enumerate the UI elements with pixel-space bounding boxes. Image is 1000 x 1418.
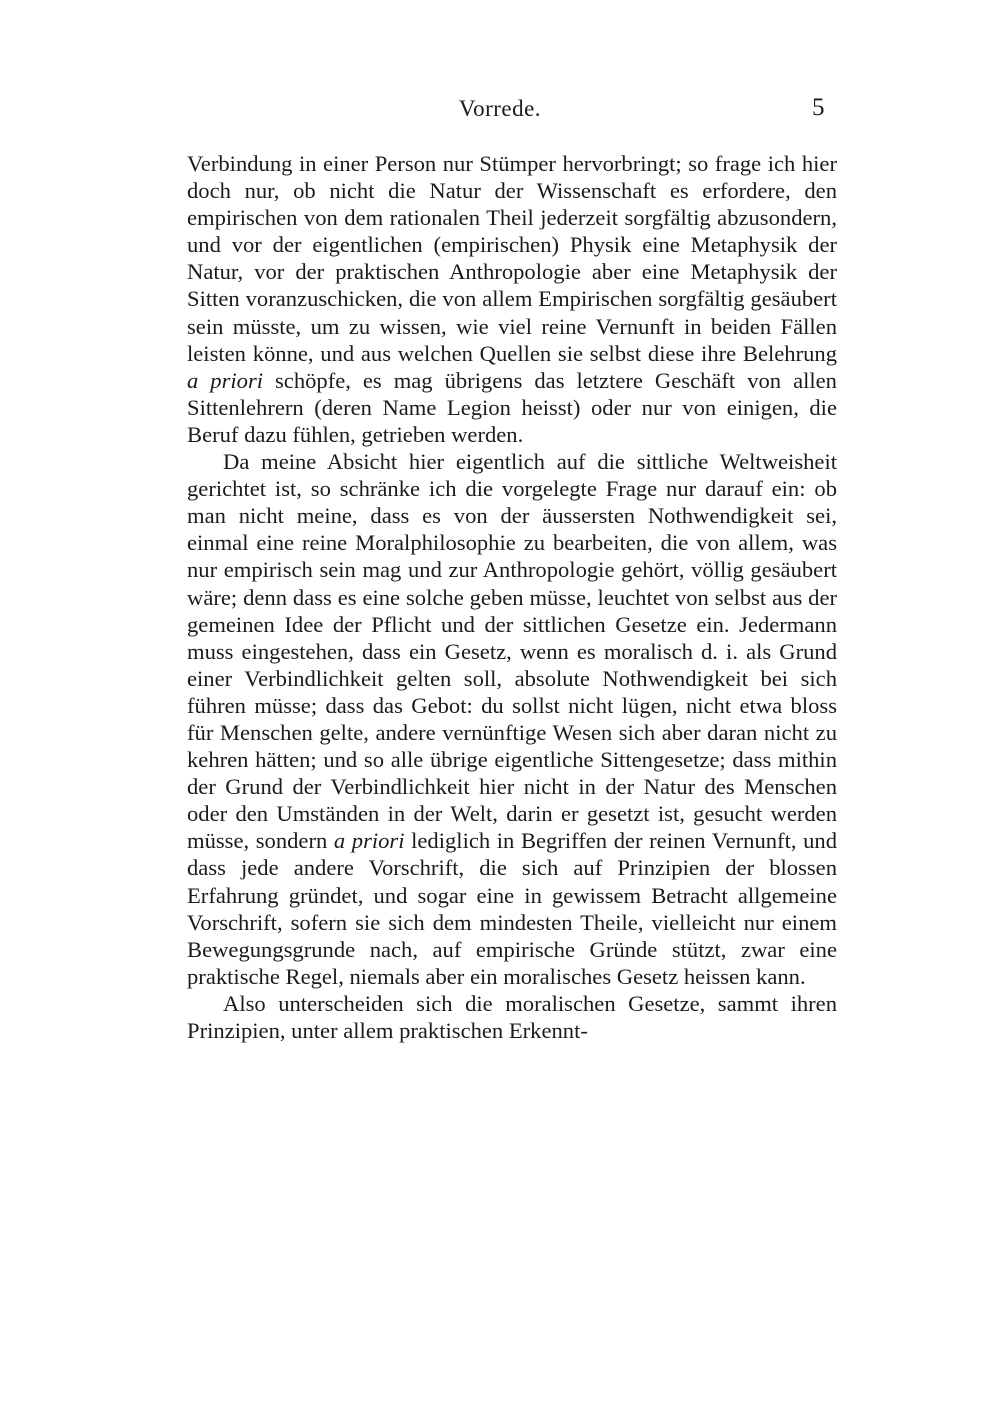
body-text: [187, 150, 837, 1044]
page-number: 5: [812, 94, 825, 121]
paragraph-2-text-a: Da meine Absicht hier eigentlich auf die sittliche Weltweisheit gerichtet ist, so schränke ich die vorgelegte Frage nur darauf ein: ob man nicht meine, dass es von der äussersten Nothwendigkeit sei, einmal eine reine Moralphilosophie zu bearbeiten, die von allem, was nur empirisch sein mag und zur Anthropologie gehört, völlig gesäubert wäre; denn dass es eine solche geben müsse, leuchtet von selbst aus der gemeinen Idee der Pflicht und der sittlichen Gesetze ein. Jedermann muss eingestehen, dass ein Gesetz, wenn es moralisch d. i. als Grund einer Verbindlichkeit gelten soll, absolute Nothwendigkeit bei sich führen müsse; dass das Gebot: du sollst nicht lügen, nicht etwa bloss für Menschen gelte, andere vernünftige Wesen sich aber daran nicht zu kehren hätten; und so alle übrige eigentliche Sittengesetze; dass mithin der Grund der Verbindlichkeit hier nicht in der Natur des Menschen oder den Umständen in der Welt, darin er gesetzt ist, gesucht werden müsse, sondern: [187, 449, 837, 854]
paragraph-2: [187, 448, 837, 990]
paragraph-2-italic: a priori: [333, 828, 405, 854]
paragraph-3: Also unterscheiden sich die moralischen Gesetze, sammt ihren Prinzipien, unter allem praktischen Erkennt-: [187, 990, 837, 1043]
paragraph-2-text-b: lediglich in Begriffen der reinen Vernunft, und dass jede andere Vorschrift, die sich auf Prinzipien der blossen Erfahrung gründet, und sogar eine in gewissem Betracht allgemeine Vorschrift, sofern sie sich dem mindesten Theile, vielleicht nur einem Bewegungsgrunde nach, auf empirische Gründe stützt, zwar eine praktische Regel, niemals aber ein moralisches Gesetz heissen kann.: [187, 828, 837, 989]
paragraph-1-text-a: Verbindung in einer Person nur Stümper hervorbringt; so frage ich hier doch nur, ob nicht die Natur der Wissenschaft es erfordere, den empirischen von dem rationalen Theil jederzeit sorgfältig abzusondern, und vor der eigentlichen (empirischen) Physik eine Metaphysik der Natur, vor der praktischen Anthropologie aber eine Metaphysik der Sitten voranzuschicken, die von allem Empirischen sorgfältig gesäubert sein müsste, um zu wissen, wie viel reine Vernunft in beiden Fällen leisten könne, und aus welchen Quellen sie selbst diese ihre Belehrung: [187, 151, 837, 366]
paragraph-1-text-b: schöpfe, es mag übrigens das letztere Geschäft von allen Sittenlehrern (deren Name Legion heisst) oder nur von einigen, die Beruf dazu fühlen, getrieben werden.: [187, 367, 837, 447]
paragraph-1: [187, 150, 837, 448]
paragraph-1-italic: a priori: [187, 367, 264, 393]
running-title: Vorrede.: [458, 96, 542, 121]
